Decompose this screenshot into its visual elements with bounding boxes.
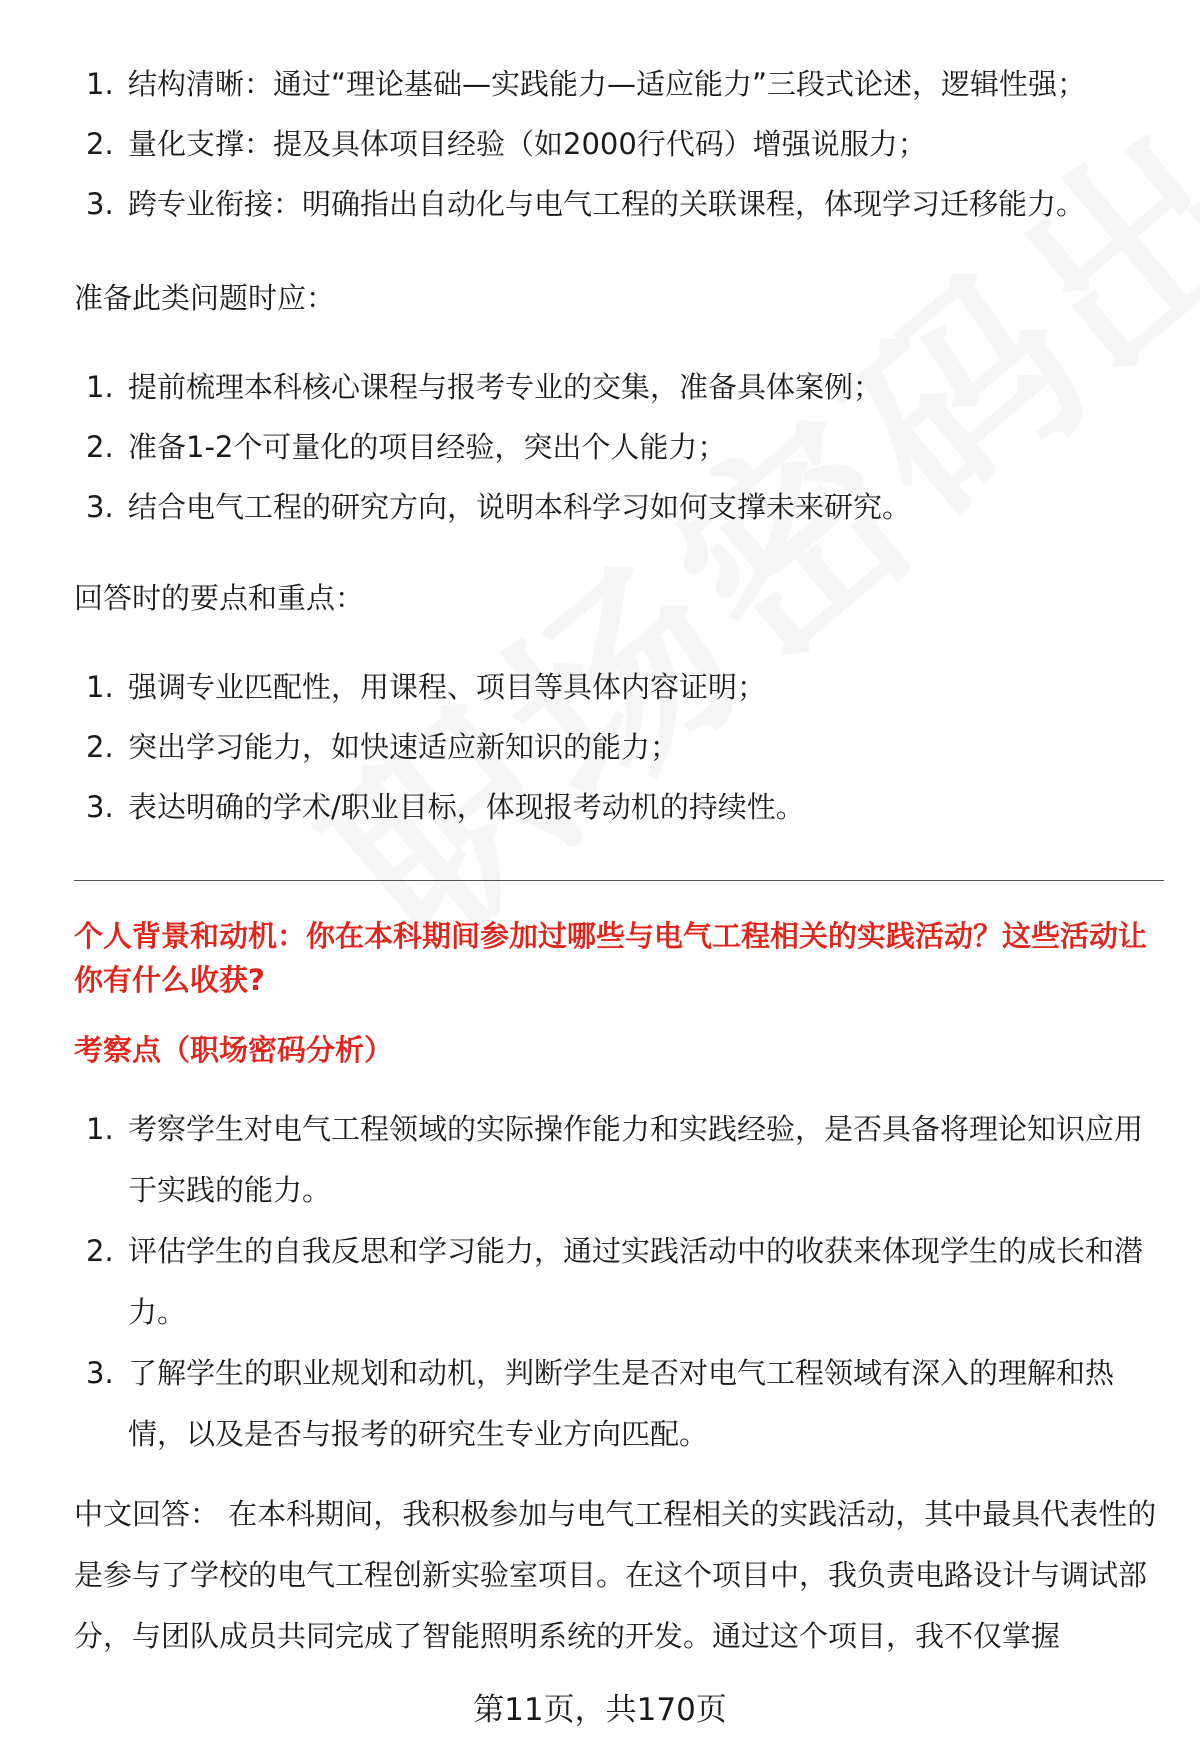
list-item: [74, 787, 1164, 827]
key-points-section: [74, 667, 1164, 847]
list-text: 表达明确的学术/职业目标，体现报考动机的持续性。: [128, 790, 805, 824]
list-item: [74, 727, 1164, 767]
list-item: [74, 1343, 1164, 1465]
list-text: 量化支撑：提及具体项目经验（如2000行代码）增强说服力；: [128, 127, 927, 161]
list-number: 1.: [86, 67, 114, 101]
list-number: 3.: [86, 490, 114, 524]
summary-list-section: [74, 64, 1164, 244]
list-text: 结构清晰：通过“理论基础—实践能力—适应能力”三段式论述，逻辑性强；: [128, 67, 1087, 101]
answer-paragraph: 中文回答： 在本科期间，我积极参加与电气工程相关的实践活动，其中最具代表性的是参与了学校的电气工程创新实验室项目。在这个项目中，我负责电路设计与调试部分，与团队成员共同完成了智能照明系统的开发。通过这个项目，我不仅掌握: [74, 1497, 1157, 1653]
list-number: 3.: [86, 1356, 114, 1390]
list-number: 2.: [86, 430, 114, 464]
focus-list-section: [74, 1099, 1164, 1465]
prep-heading: 准备此类问题时应：: [74, 281, 336, 315]
list-text: 强调专业匹配性，用课程、项目等具体内容证明；: [128, 670, 767, 704]
list-number: 1.: [86, 1112, 114, 1146]
list-text: 结合电气工程的研究方向，说明本科学习如何支撑未来研究。: [128, 490, 912, 524]
list-item: [74, 1221, 1164, 1343]
list-item: [74, 367, 1164, 407]
page-number: 第11页，共170页: [473, 1692, 727, 1728]
list-item: [74, 124, 1164, 164]
list-item: [74, 667, 1164, 707]
list-text: 了解学生的职业规划和动机，判断学生是否对电气工程领域有深入的理解和热情，以及是否与报考的研究生专业方向匹配。: [128, 1356, 1115, 1451]
list-number: 3.: [86, 790, 114, 824]
summary-list: [74, 64, 1164, 224]
list-item: [74, 427, 1164, 467]
list-text: 准备1-2个可量化的项目经验，突出个人能力；: [128, 430, 727, 464]
list-text: 跨专业衔接：明确指出自动化与电气工程的关联课程，体现学习迁移能力。: [128, 187, 1086, 221]
key-points-heading: 回答时的要点和重点：: [74, 581, 365, 615]
prep-list: [74, 367, 1164, 527]
list-text: 提前梳理本科核心课程与报考专业的交集，准备具体案例；: [128, 370, 883, 404]
list-number: 2.: [86, 730, 114, 764]
focus-list: [74, 1099, 1164, 1465]
watermark: [257, 242, 1083, 1005]
list-number: 3.: [86, 187, 114, 221]
list-item: [74, 487, 1164, 527]
list-text: 评估学生的自我反思和学习能力，通过实践活动中的收获来体现学生的成长和潜力。: [128, 1234, 1144, 1329]
list-number: 1.: [86, 670, 114, 704]
question-heading: 个人背景和动机：你在本科期间参加过哪些与电气工程相关的实践活动？这些活动让你有什么收获?: [74, 919, 1148, 997]
list-number: 2.: [86, 1234, 114, 1268]
list-text: 考察学生对电气工程领域的实际操作能力和实践经验，是否具备将理论知识应用于实践的能力。: [128, 1112, 1144, 1207]
list-text: 突出学习能力，如快速适应新知识的能力；: [128, 730, 680, 764]
prep-list-section: [74, 367, 1164, 547]
list-item: [74, 184, 1164, 224]
section-divider: [74, 880, 1164, 881]
list-item: [74, 64, 1164, 104]
list-item: [74, 1099, 1164, 1221]
focus-heading: 考察点（职场密码分析）: [74, 1033, 394, 1067]
key-points-list: [74, 667, 1164, 827]
list-number: 2.: [86, 127, 114, 161]
list-number: 1.: [86, 370, 114, 404]
